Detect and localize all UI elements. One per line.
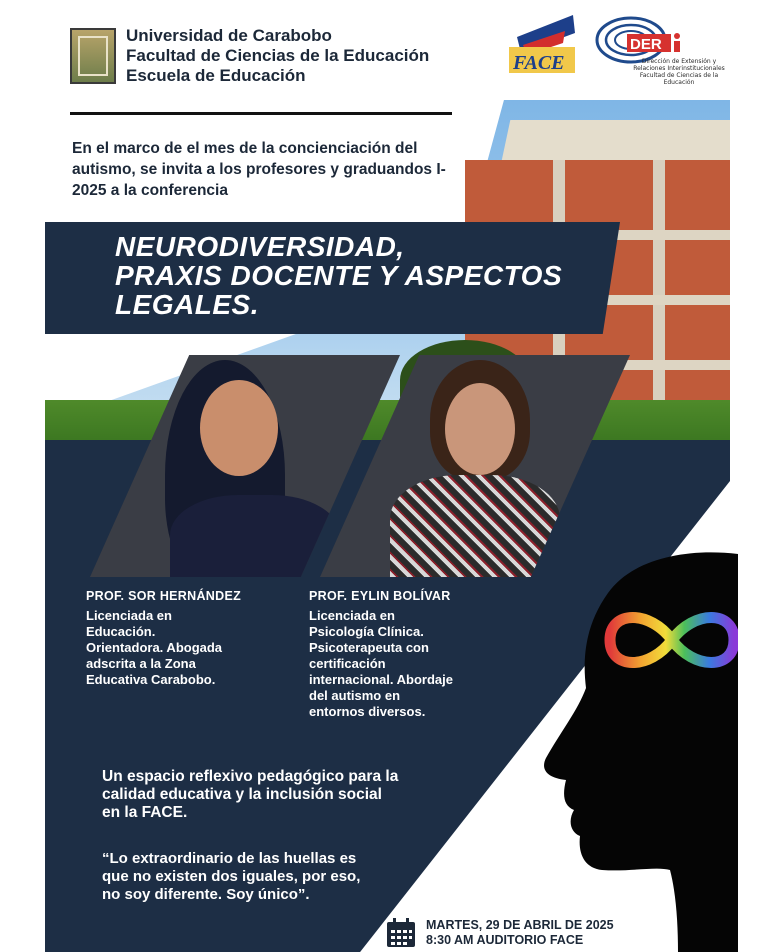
title-line-3: LEGALES. xyxy=(115,289,260,320)
event-tagline: Un espacio reflexivo pedagógico para la calidad educativa y la inclusión social en la FACE. xyxy=(102,768,399,821)
face-logo xyxy=(503,13,579,79)
speaker-2-bio-line: Licenciada en xyxy=(309,608,395,623)
speaker-1-bio-line: Educativa Carabobo. xyxy=(86,672,216,687)
speaker-1-bio-line: Educación. xyxy=(86,624,156,639)
event-details xyxy=(426,918,614,948)
conference-title xyxy=(115,232,615,319)
der-logo-text: DER xyxy=(630,36,662,53)
speaker-1-bio xyxy=(86,608,222,688)
head-silhouette-infinity-icon xyxy=(538,548,738,952)
speaker-2-name: PROF. EYLIN BOLÍVAR xyxy=(309,589,451,603)
title-line-1: NEURODIVERSIDAD, xyxy=(115,231,405,262)
speaker-1-bio-line: Orientadora. Abogada xyxy=(86,640,223,655)
university-crest-logo xyxy=(70,28,116,84)
event-date: MARTES, 29 DE ABRIL DE 2025 xyxy=(426,918,614,932)
speaker-2-bio-line: del autismo en xyxy=(309,688,401,703)
header-faculty: Facultad de Ciencias de la Educación xyxy=(126,46,430,65)
speaker-2-bio-line: Psicología Clínica. xyxy=(309,624,424,639)
speaker-2-bio-line: internacional. Abordaje xyxy=(309,672,453,687)
speaker-2-bio-line: Psicoterapeuta con xyxy=(309,640,429,655)
speaker-1-bio-line: adscrita a la Zona xyxy=(86,656,196,671)
event-quote: “Lo extraordinario de las huellas es que no existen dos iguales, por eso, no soy diferente. Soy único”. xyxy=(102,850,361,903)
speaker-1-name: PROF. SOR HERNÁNDEZ xyxy=(86,589,242,603)
institution-header xyxy=(126,26,429,86)
der-logo-caption: Dirección de Extensión y Relaciones Interinstitucionales Facultad de Ciencias de la Educación xyxy=(633,58,725,86)
calendar-icon xyxy=(385,917,417,949)
speaker-2-bio-line: entornos diversos. xyxy=(309,704,426,719)
speaker-2-bio xyxy=(309,608,453,720)
header-university: Universidad de Carabobo xyxy=(126,26,332,45)
intro-text: En el marco de el mes de la concienciación del autismo, se invita a los profesores y graduandos I-2025 a la conferencia xyxy=(72,140,446,199)
face-logo-text: FACE xyxy=(513,52,565,74)
speaker-2-bio-line: certificación xyxy=(309,656,386,671)
speaker-1-bio-line: Licenciada en xyxy=(86,608,172,623)
title-line-2: PRAXIS DOCENTE Y ASPECTOS xyxy=(115,260,563,291)
event-time-place: 8:30 AM AUDITORIO FACE xyxy=(426,933,584,947)
header-school: Escuela de Educación xyxy=(126,66,306,85)
